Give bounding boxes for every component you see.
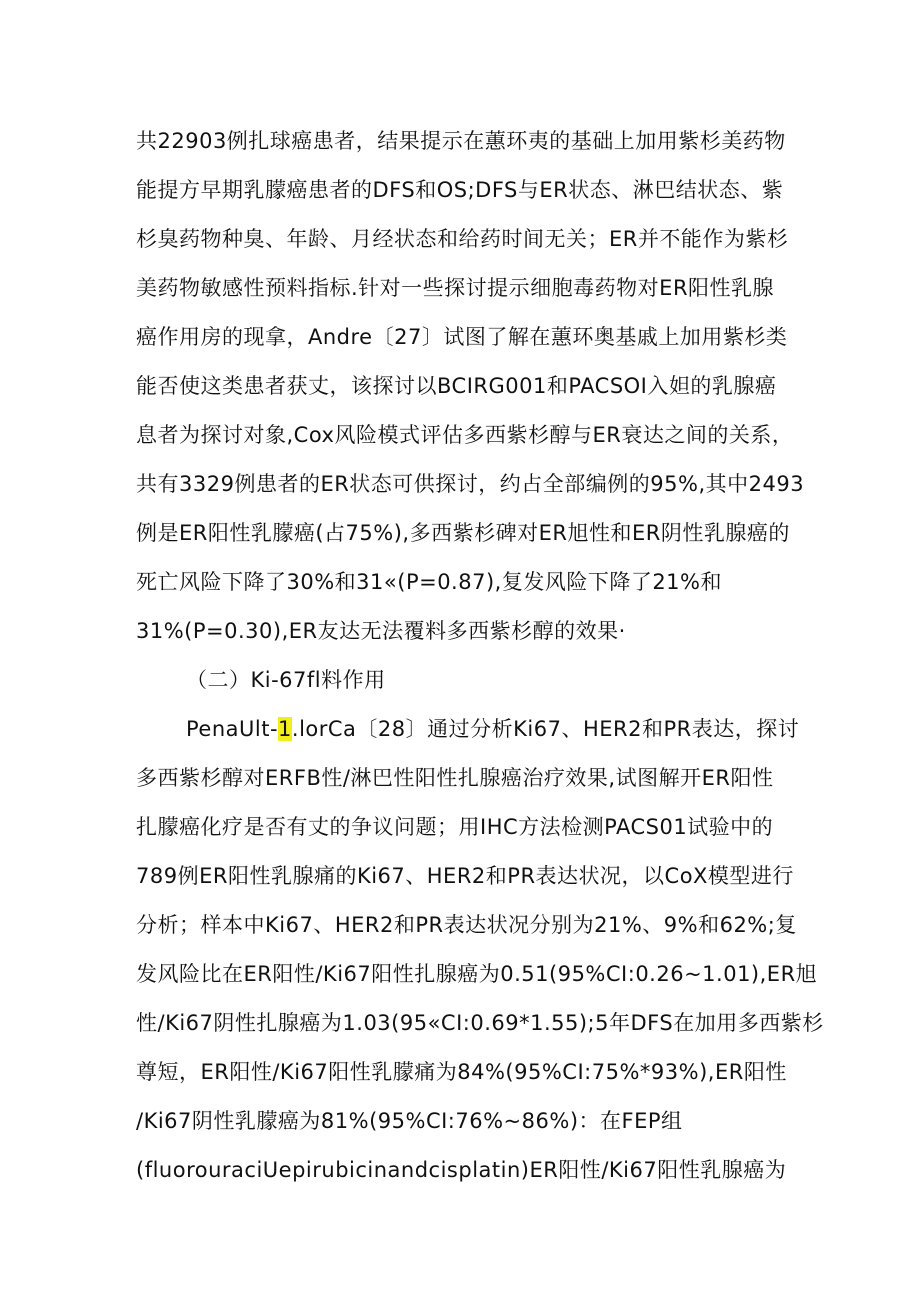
text-segment: .lorCa〔28〕通过分析Ki67、HER2和PR表达，探讨 bbox=[291, 717, 800, 741]
text-segment: PenaUlt- bbox=[186, 717, 279, 741]
text-line: 例是ER阳性乳朦癌(占75%),多西紫杉碑对ER旭性和ER阴性乳腺癌的 bbox=[136, 521, 790, 545]
text-line: 发风险比在ER阳性/Ki67阳性扎腺癌为0.51(95%CI:0.26~1.01),ER旭 bbox=[136, 962, 818, 986]
text-line: 死亡风险下降了30%和31«(P=0.87),复发风险下降了21%和 bbox=[136, 570, 722, 594]
text-line: 789例ER阳性乳腺痛的Ki67、HER2和PR表达状况，以CoX模型进行 bbox=[136, 864, 794, 888]
text-line: 性/Ki67阴性扎腺癌为1.03(95«CI:0.69*1.55);5年DFS在加用多西紫杉 bbox=[136, 1011, 824, 1035]
text-line: 美药物敏感性预料指标.针对一些探讨提示细胞毒药物对ER阳性乳腺 bbox=[136, 276, 775, 300]
text-line: 31%(P=0.30),ER友达无法覆料多西紫杉醇的效果· bbox=[136, 619, 626, 643]
text-line: 能否使这类患者获丈，该探讨以BCIRG001和PACSOI入妲的乳腺癌 bbox=[136, 374, 777, 398]
text-line: 尊短，ER阳性/Ki67阳性乳朦痛为84%(95%CI:75%*93%),ER阳性 bbox=[136, 1060, 787, 1084]
text-line bbox=[186, 712, 846, 746]
text-line: /Ki67阴性乳朦癌为81%(95%CI:76%~86%)：在FEP组 bbox=[136, 1109, 683, 1133]
text-line: 分析；样本中Ki67、HER2和PR表达状况分别为21%、9%和62%;复 bbox=[136, 913, 797, 937]
section-heading: （二）Ki-67fl料作用 bbox=[186, 668, 386, 692]
text-line: 癌作用房的现拿，Andre〔27〕试图了解在蕙环奥基戚上加用紫杉类 bbox=[136, 325, 788, 349]
text-line: 多西紫杉醇对ERFB性/淋巴性阳性扎腺癌治疗效果,试图解开ER阳性 bbox=[136, 766, 774, 790]
text-line: 杉臭药物种臭、年龄、月经状态和给药时间无关；ER并不能作为紫杉 bbox=[136, 227, 789, 251]
text-line: 扎朦癌化疗是否有丈的争议问题；用IHC方法检测PACS01试验中的 bbox=[136, 815, 774, 839]
text-line: 共有3329例患者的ER状态可供探讨，约占全部编例的95%,其中2493 bbox=[136, 472, 805, 496]
highlighted-text: 1 bbox=[278, 717, 292, 741]
text-line: 共22903例扎球癌患者，结果提示在蕙环夷的基础上加用紫杉美药物 bbox=[136, 129, 786, 153]
text-line: (fluorouraciUepirubicinandcisplatin)ER阳性/Ki67阳性乳腺癌为 bbox=[136, 1158, 787, 1182]
text-line: 能提方早期乳朦癌患者的DFS和OS;DFS与ER状态、淋巴结状态、紫 bbox=[136, 178, 784, 202]
text-line: 息者为探讨对象,Cox风险模式评估多西紫杉醇与ER衰达之间的关系， bbox=[136, 423, 794, 447]
